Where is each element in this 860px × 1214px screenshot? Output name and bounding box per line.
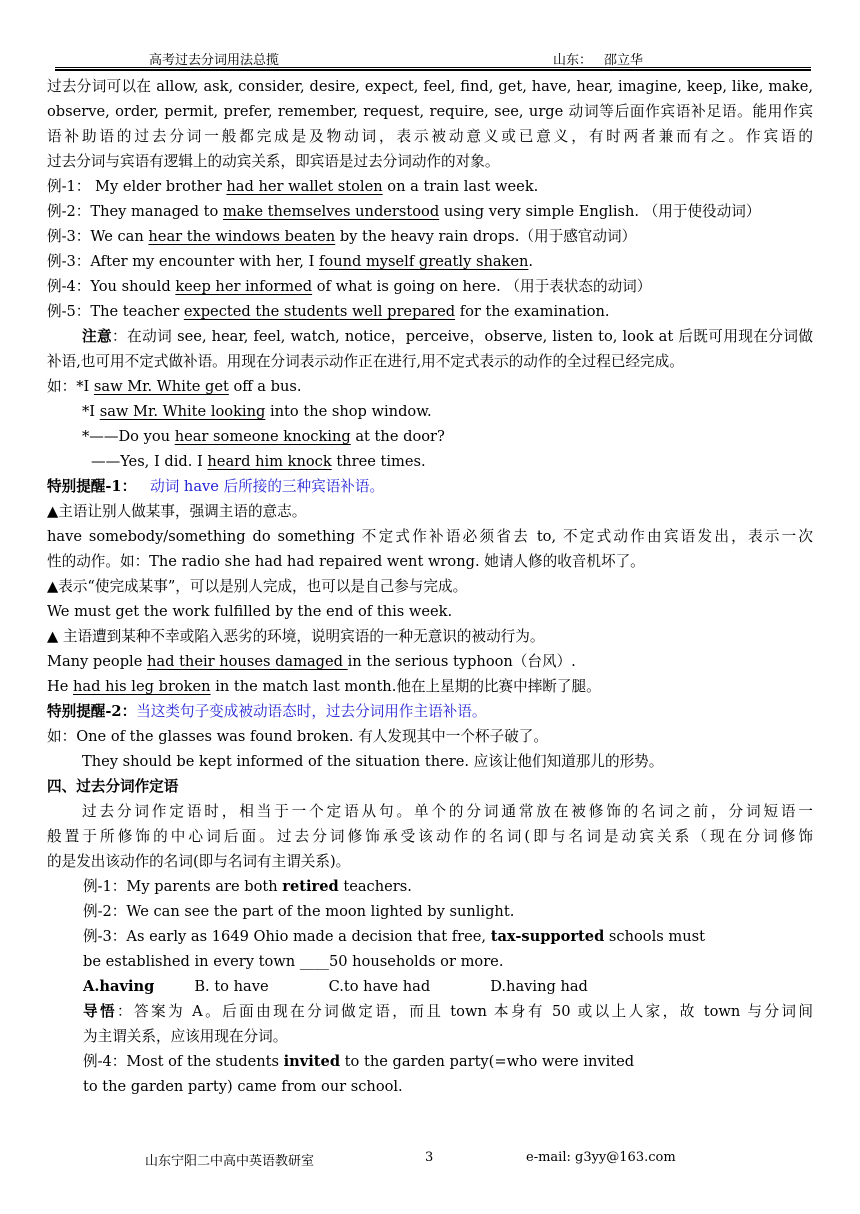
- reminder-text: 当这类句子变成被动语态时，过去分词用作主语补语。: [136, 703, 487, 720]
- example-text: in the serious typhoon（台风）.: [347, 653, 576, 670]
- author-region: 山东：: [553, 53, 593, 68]
- example-text: by the heavy rain drops.（用于感官动词）: [335, 228, 637, 245]
- guide-label: 导悟: [83, 1003, 118, 1020]
- guide-line: 为主谓关系，应该用现在分词。: [83, 1028, 288, 1045]
- note-example: [47, 374, 813, 399]
- section-paragraph: 的是发出该动作的名词(即与名词有主谓关系)。: [47, 853, 351, 870]
- footer-school: 山东宁阳二中高中英语教研室: [145, 1154, 315, 1169]
- note-line: 补语,也可用不定式做补语。用现在分词表示动作正在进行,用不定式表示的动作的全过程已经完成。: [47, 353, 684, 370]
- passive-example: They should be kept informed of the situation there. 应该让他们知道那儿的形势。: [82, 753, 664, 770]
- section-example: 例-2：We can see the part of the moon lighted by sunlight.: [83, 903, 515, 920]
- usage-line: ▲ 主语遭到某种不幸或陷入恶劣的环境，说明宾语的一种无意识的被动行为。: [47, 628, 545, 645]
- usage-line: ▲表示“使完成某事”，可以是别人完成，也可以是自己参与完成。: [47, 578, 468, 595]
- example-highlight: hear the windows beaten: [148, 228, 336, 245]
- example-text: schools must: [604, 928, 705, 945]
- note-example: [47, 449, 813, 474]
- example-text: of what is going on here. （用于表状态的动词）: [312, 278, 652, 295]
- document-body: [47, 74, 813, 1099]
- passive-example: 如：One of the glasses was found broken. 有人发现其中一个杯子破了。: [47, 728, 548, 745]
- example-text: 如：*I: [47, 378, 94, 395]
- example-text: 例-5：The teacher: [47, 303, 184, 320]
- usage-line: 性的动作。如：The radio she had had repaired went wrong. 她请人修的收音机坏了。: [47, 553, 645, 570]
- example-text: Many people: [47, 653, 147, 670]
- example-highlight: heard him knock: [207, 453, 332, 470]
- example-text: using very simple English. （用于使役动词）: [439, 203, 761, 220]
- example-text: off a bus.: [228, 378, 302, 395]
- option-b: B. to have: [194, 978, 269, 995]
- example-text: 例-1：My parents are both: [83, 878, 283, 895]
- example-text: *——Do you: [82, 428, 175, 445]
- example-text: 例-2：They managed to: [47, 203, 223, 220]
- usage-line: have somebody/something do something 不定式作补语必须省去 to, 不定式动作由宾语发出，表示一次: [47, 528, 813, 545]
- reminder-label: 特别提醒-2：: [47, 703, 137, 720]
- example-text: 例-3：We can: [47, 228, 149, 245]
- example-bold: tax-supported: [490, 928, 605, 945]
- section-example: [47, 874, 813, 899]
- note-example: [47, 424, 813, 449]
- example-text: .: [528, 253, 534, 270]
- example-highlight: saw Mr. White looking: [99, 403, 266, 420]
- section-example: be established in every town ____50 households or more.: [83, 953, 504, 970]
- page-header: [55, 49, 811, 68]
- usage-line: We must get the work fulfilled by the end of this week.: [47, 603, 453, 620]
- example-text: *I: [82, 403, 100, 420]
- example-highlight: had their houses damaged: [146, 653, 348, 670]
- example-text: to the garden party(=who were invited: [340, 1053, 635, 1070]
- example-highlight: found myself greatly shaken: [319, 253, 529, 270]
- reminder-text: 动词 have 后所接的三种宾语补语。: [150, 478, 385, 495]
- example-line: [47, 274, 813, 299]
- example-line: [47, 224, 813, 249]
- answer-options: [47, 974, 813, 999]
- example-text: on a train last week.: [382, 178, 539, 195]
- reminder-1: [47, 474, 813, 499]
- guide-line: [47, 999, 813, 1024]
- example-highlight: had her wallet stolen: [226, 178, 383, 195]
- option-c: C.to have had: [328, 978, 431, 995]
- usage-line: ▲主语让别人做某事，强调主语的意志。: [47, 503, 307, 520]
- example-text: 例-4：You should: [47, 278, 176, 295]
- section-example: [47, 1049, 813, 1074]
- example-bold: invited: [283, 1053, 341, 1070]
- usage-example: [47, 649, 813, 674]
- reminder-2: [47, 699, 813, 724]
- example-text: three times.: [331, 453, 426, 470]
- example-highlight: had his leg broken: [73, 678, 211, 695]
- example-text: at the door?: [350, 428, 445, 445]
- example-highlight: expected the students well prepared: [183, 303, 456, 320]
- example-line: [47, 199, 813, 224]
- footer-email: e-mail: g3yy@163.com: [526, 1150, 676, 1165]
- guide-text: ：答案为 A。后面由现在分词做定语，而且 town 本身有 50 或以上人家，故 town 与分词间: [117, 1003, 813, 1020]
- example-line: [47, 174, 813, 199]
- example-highlight: keep her informed: [175, 278, 313, 295]
- example-text: He: [47, 678, 74, 695]
- note-line: [47, 324, 813, 349]
- usage-example: [47, 674, 813, 699]
- example-text: teachers.: [338, 878, 412, 895]
- section-example: to the garden party) came from our school.: [83, 1078, 403, 1095]
- example-highlight: hear someone knocking: [174, 428, 351, 445]
- example-text: ——Yes, I did. I: [91, 453, 208, 470]
- example-highlight: make themselves understood: [222, 203, 440, 220]
- intro-line: 语补助语的过去分词一般都完成是及物动词，表示被动意义或已意义，有时两者兼而有之。作宾语的: [47, 128, 813, 145]
- example-highlight: saw Mr. White get: [93, 378, 229, 395]
- example-text: into the shop window.: [265, 403, 432, 420]
- option-d: D.having had: [490, 978, 588, 995]
- author-info: [553, 49, 643, 68]
- example-bold: retired: [282, 878, 339, 895]
- example-text: 例-1： My elder brother: [47, 178, 227, 195]
- reminder-label: 特别提醒-1：: [47, 478, 137, 495]
- section-paragraph: 般置于所修饰的中心词后面。过去分词修饰承受该动作的名词(即与名词是动宾关系（现在分词修饰: [47, 828, 813, 845]
- header-rule: [55, 69, 811, 71]
- page-footer: [0, 1150, 860, 1168]
- example-text: 例-4：Most of the students: [83, 1053, 284, 1070]
- example-line: [47, 249, 813, 274]
- section-example: [47, 924, 813, 949]
- section-paragraph: 过去分词作定语时，相当于一个定语从句。单个的分词通常放在被修饰的名词之前，分词短语一: [82, 803, 813, 820]
- example-line: [47, 299, 813, 324]
- author-name: 邵立华: [604, 53, 644, 68]
- note-example: [47, 399, 813, 424]
- intro-line: 过去分词与宾语有逻辑上的动宾关系，即宾语是过去分词动作的对象。: [47, 153, 500, 170]
- section-heading: 四、过去分词作定语: [47, 778, 179, 795]
- intro-line: 过去分词可以在 allow, ask, consider, desire, expect, feel, find, get, have, hear, imagine, keep, like, make,: [47, 78, 813, 95]
- option-a: A.having: [83, 978, 155, 995]
- note-label: 注意: [82, 328, 113, 345]
- example-text: 例-3：As early as 1649 Ohio made a decision that free,: [83, 928, 491, 945]
- document-title: 高考过去分词用法总揽: [149, 53, 280, 68]
- example-text: in the match last month.他在上星期的比赛中摔断了腿。: [210, 678, 601, 695]
- intro-line: observe, order, permit, prefer, remember, request, require, see, urge 动词等后面作宾语补足语。能用作宾: [47, 103, 813, 120]
- page-number: 3: [425, 1150, 434, 1165]
- note-text: ：在动词 see, hear, feel, watch, notice，perceive，observe, listen to, look at 后既可用现在分词做: [112, 328, 813, 345]
- example-text: 例-3：After my encounter with her, I: [47, 253, 319, 270]
- example-text: for the examination.: [455, 303, 610, 320]
